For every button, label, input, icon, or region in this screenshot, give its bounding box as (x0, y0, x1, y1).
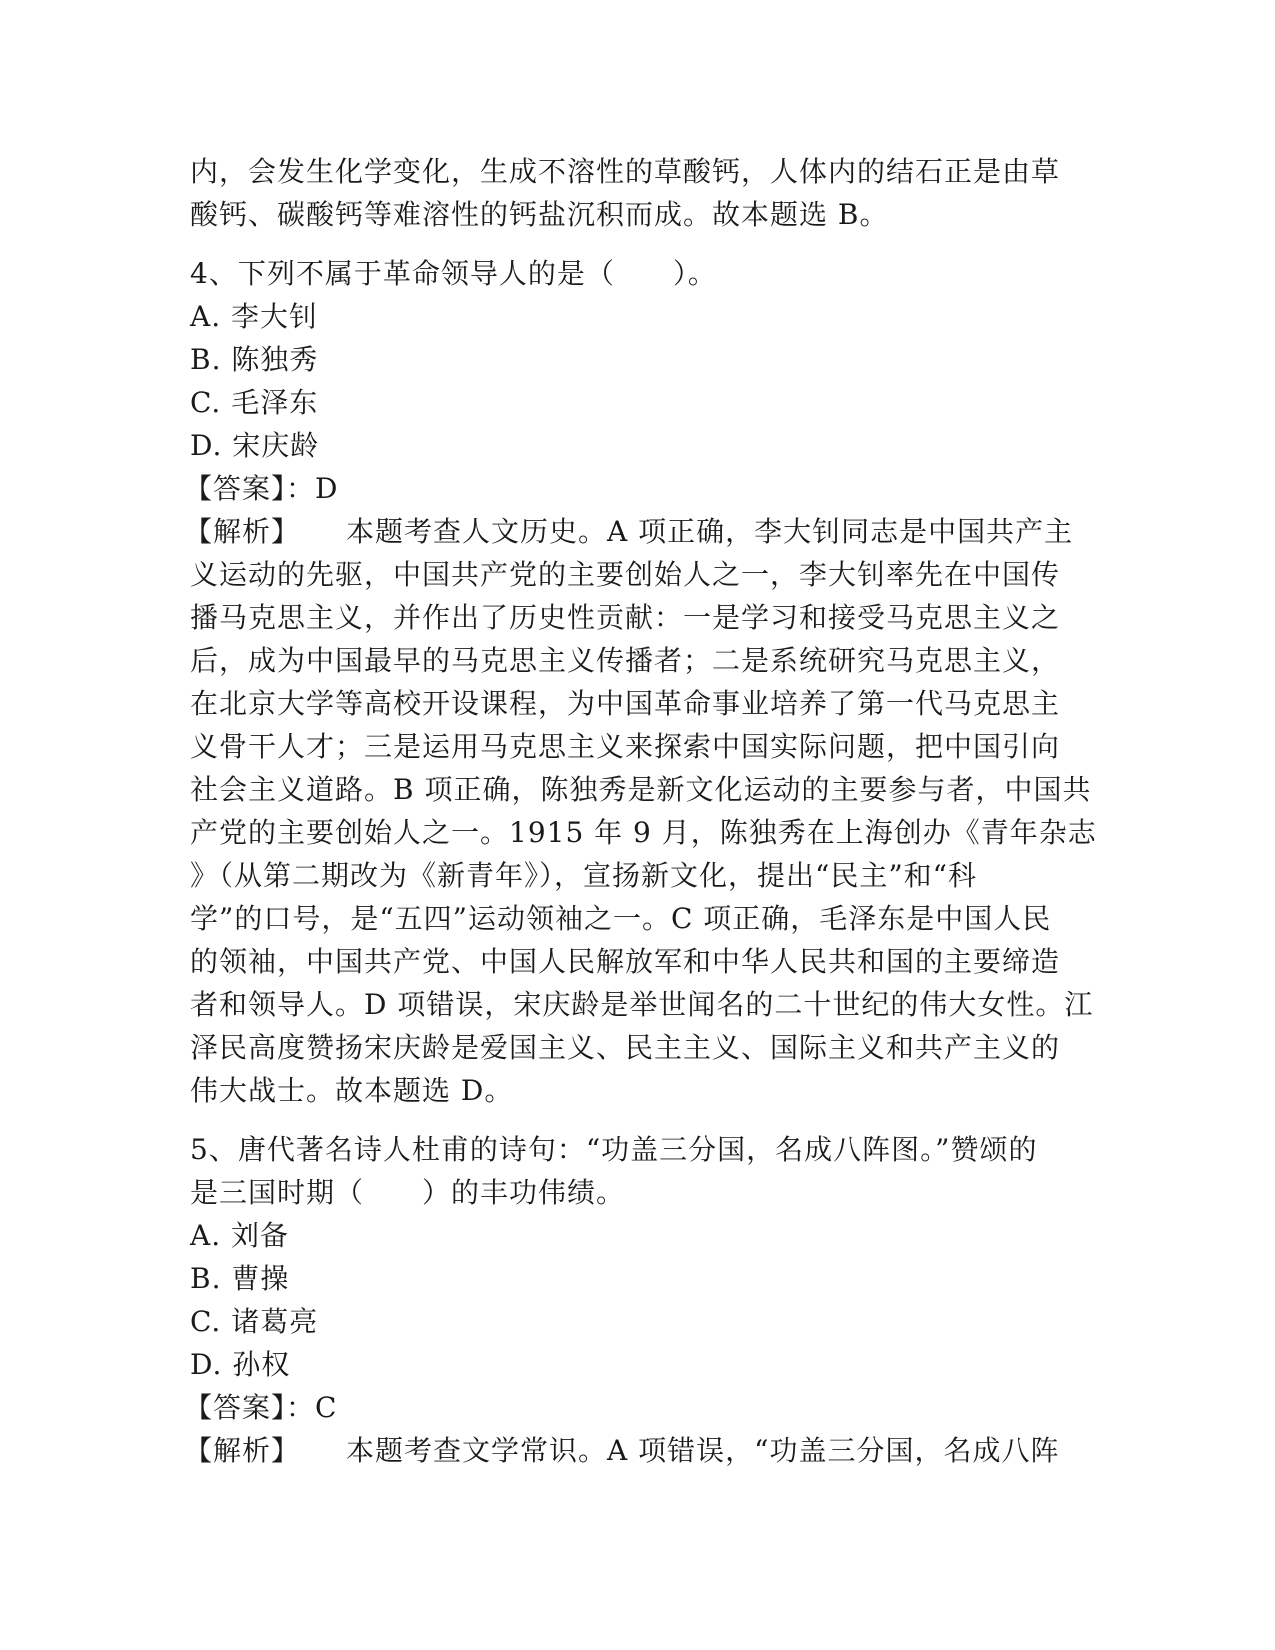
answer-label: 【答案】： (184, 472, 316, 505)
text-line: 内，会发生化学变化，生成不溶性的草酸钙，人体内的结石正是由草 (190, 155, 1061, 188)
analysis-line: 产党的主要创始人之一。1915 年 9 月，陈独秀在上海创办《青年杂志 (190, 816, 1097, 849)
analysis-line: 义运动的先驱，中国共产党的主要创始人之一，李大钊率先在中国传 (190, 558, 1061, 591)
option-b: B. 陈独秀 (190, 343, 319, 376)
question-text: 5、唐代著名诗人杜甫的诗句：“功盖三分国，名成八阵图。”赞颂的 (190, 1133, 1038, 1166)
analysis-first-line (184, 510, 1080, 553)
analysis-label: 【解析】 (184, 1434, 301, 1467)
option-c: C. 毛泽东 (190, 386, 319, 419)
analysis-line: 泽民高度赞扬宋庆龄是爱国主义、民主主义、国际主义和共产主义的 (190, 1031, 1061, 1064)
analysis-line: 社会主义道路。B 项正确，陈独秀是新文化运动的主要参与者，中国共 (190, 773, 1092, 806)
answer-line (184, 467, 1080, 510)
analysis-line: 》（从第二期改为《新青年》），宣扬新文化，提出“民主”和“科 (190, 859, 977, 892)
answer-line (184, 1386, 1080, 1429)
analysis-text: 本题考查人文历史。A 项正确，李大钊同志是中国共产主 (346, 515, 1074, 548)
option-a: A. 李大钊 (190, 300, 319, 333)
analysis-first-line (184, 1429, 1080, 1472)
question-text: 4、下列不属于革命领导人的是（ ）。 (190, 257, 717, 290)
analysis-line: 的领袖，中国共产党、中国人民解放军和中华人民共和国的主要缔造 (190, 945, 1061, 978)
analysis-label: 【解析】 (184, 515, 301, 548)
analysis-text: 本题考查文学常识。A 项错误，“功盖三分国，名成八阵 (346, 1434, 1060, 1467)
q3-analysis-tail (190, 150, 1080, 236)
analysis-line: 伟大战士。故本题选 D。 (190, 1074, 514, 1107)
question-4 (184, 252, 1097, 1112)
option-c: C. 诸葛亮 (190, 1305, 319, 1338)
answer-value: D (315, 472, 339, 505)
option-b: B. 曹操 (190, 1262, 290, 1295)
analysis-line: 义骨干人才；三是运用马克思主义来探索中国实际问题，把中国引向 (190, 730, 1061, 763)
answer-label: 【答案】： (184, 1391, 316, 1424)
option-d: D. 宋庆龄 (190, 429, 320, 462)
answer-value: C (315, 1391, 338, 1424)
document-page (184, 150, 1097, 1472)
question-text: 是三国时期（ ）的丰功伟绩。 (190, 1176, 626, 1209)
analysis-line: 者和领导人。D 项错误，宋庆龄是举世闻名的二十世纪的伟大女性。江 (190, 988, 1094, 1021)
option-d: D. 孙权 (190, 1348, 291, 1381)
question-5 (184, 1128, 1080, 1472)
option-a: A. 刘备 (190, 1219, 290, 1252)
analysis-line: 后，成为中国最早的马克思主义传播者；二是系统研究马克思主义， (190, 644, 1061, 677)
analysis-line: 播马克思主义，并作出了历史性贡献：一是学习和接受马克思主义之 (190, 601, 1061, 634)
analysis-line: 学”的口号，是“五四”运动领袖之一。C 项正确，毛泽东是中国人民 (190, 902, 1052, 935)
text-line: 酸钙、碳酸钙等难溶性的钙盐沉积而成。故本题选 B。 (190, 198, 889, 231)
analysis-line: 在北京大学等高校开设课程，为中国革命事业培养了第一代马克思主 (190, 687, 1061, 720)
